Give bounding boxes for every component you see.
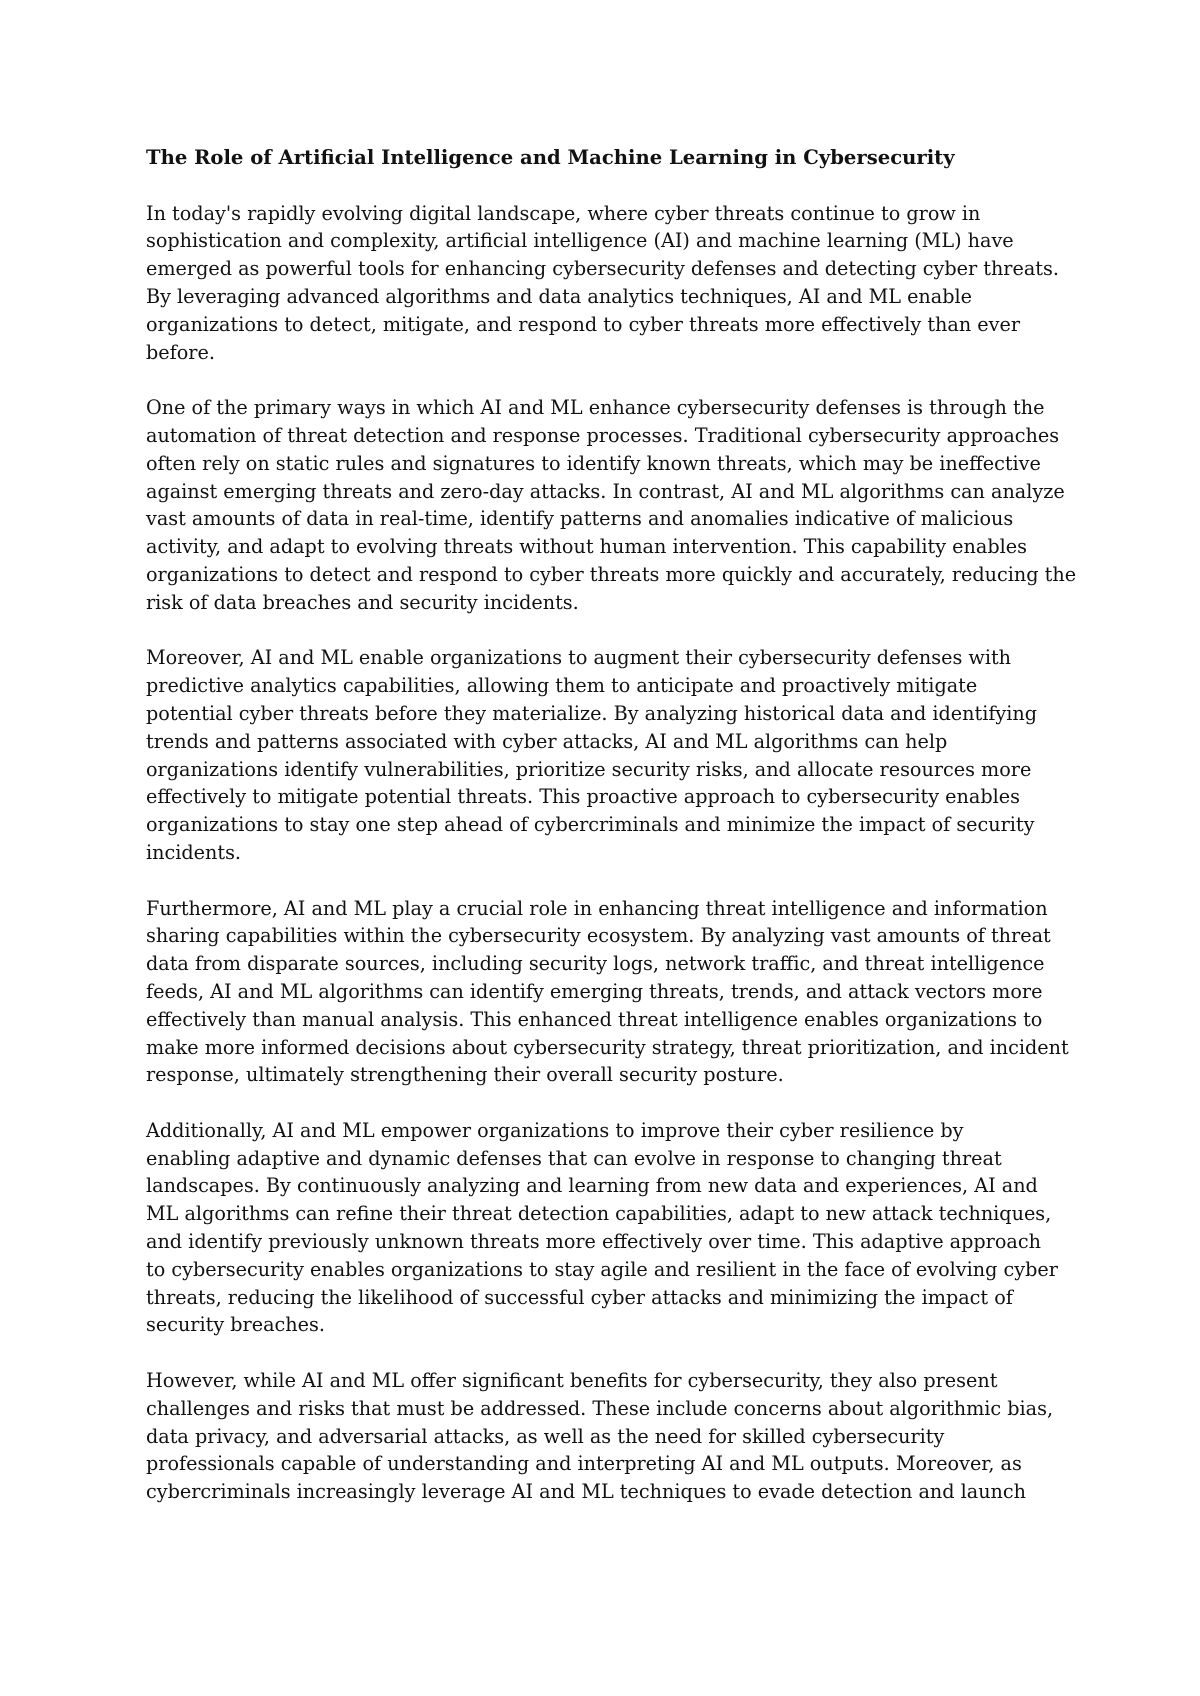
paragraph-line: trends and patterns associated with cyber attacks, AI and ML algorithms can help [146,729,948,753]
paragraph-1 [146,200,1076,367]
paragraph-5 [146,1117,1076,1339]
paragraph-line: emerged as powerful tools for enhancing cybersecurity defenses and detecting cyber threats. [146,257,1059,281]
paragraph-line: challenges and risks that must be addressed. These include concerns about algorithmic bias, [146,1396,1054,1420]
paragraph-line: One of the primary ways in which AI and ML enhance cybersecurity defenses is through the [146,396,1045,420]
paragraph-line: feeds, AI and ML algorithms can identify emerging threats, trends, and attack vectors more [146,979,1043,1003]
paragraph-2 [146,394,1076,616]
paragraph-line: effectively to mitigate potential threats. This proactive approach to cybersecurity enables [146,785,1020,809]
paragraph-3 [146,644,1076,866]
paragraph-line: However, while AI and ML offer significant benefits for cybersecurity, they also present [146,1369,998,1393]
paragraph-line: risk of data breaches and security incidents. [146,590,579,614]
paragraph-line: organizations to detect and respond to cyber threats more quickly and accurately, reducing the [146,562,1077,586]
paragraph-line: vast amounts of data in real-time, identify patterns and anomalies indicative of malicious [146,507,1014,531]
document-body [146,144,1076,1534]
paragraph-line: organizations to stay one step ahead of cybercriminals and minimize the impact of security [146,813,1035,837]
paragraph-line: potential cyber threats before they materialize. By analyzing historical data and identifying [146,701,1038,725]
paragraph-line: and identify previously unknown threats more effectively over time. This adaptive approach [146,1230,1041,1254]
paragraph-line: before. [146,340,215,364]
paragraph-line: ML algorithms can refine their threat detection capabilities, adapt to new attack techniques, [146,1202,1052,1226]
paragraph-line: to cybersecurity enables organizations to stay agile and resilient in the face of evolving cyber [146,1257,1058,1281]
paragraph-line: make more informed decisions about cybersecurity strategy, threat prioritization, and incident [146,1035,1069,1059]
paragraph-line: Furthermore, AI and ML play a crucial role in enhancing threat intelligence and information [146,896,1048,920]
paragraph-line: Additionally, AI and ML empower organizations to improve their cyber resilience by [146,1118,964,1142]
paragraph-line: predictive analytics capabilities, allowing them to anticipate and proactively mitigate [146,674,978,698]
paragraph-line: cybercriminals increasingly leverage AI and ML techniques to evade detection and launch [146,1480,1027,1504]
paragraph-line: sharing capabilities within the cybersecurity ecosystem. By analyzing vast amounts of threat [146,924,1051,948]
paragraph-line: threats, reducing the likelihood of successful cyber attacks and minimizing the impact of [146,1285,1013,1309]
paragraph-line: activity, and adapt to evolving threats without human intervention. This capability enables [146,535,1027,559]
paragraph-line: Moreover, AI and ML enable organizations to augment their cybersecurity defenses with [146,646,1012,670]
paragraph-line: sophistication and complexity, artificial intelligence (AI) and machine learning (ML) have [146,229,1014,253]
paragraph-line: response, ultimately strengthening their overall security posture. [146,1063,784,1087]
paragraph-line: data from disparate sources, including security logs, network traffic, and threat intelligence [146,952,1045,976]
paragraph-line: enabling adaptive and dynamic defenses that can evolve in response to changing threat [146,1146,1002,1170]
paragraph-line: organizations to detect, mitigate, and respond to cyber threats more effectively than ever [146,312,1021,336]
paragraph-4 [146,895,1076,1090]
paragraph-line: organizations identify vulnerabilities, prioritize security risks, and allocate resources more [146,757,1032,781]
paragraph-line: automation of threat detection and response processes. Traditional cybersecurity approaches [146,423,1060,447]
paragraph-line: In today's rapidly evolving digital landscape, where cyber threats continue to grow in [146,201,981,225]
paragraph-line: By leveraging advanced algorithms and data analytics techniques, AI and ML enable [146,284,972,308]
paragraph-6 [146,1367,1076,1506]
paragraph-line: security breaches. [146,1313,325,1337]
paragraph-line: often rely on static rules and signatures to identify known threats, which may be ineffective [146,451,1041,475]
paragraph-line: data privacy, and adversarial attacks, as well as the need for skilled cybersecurity [146,1424,945,1448]
paragraph-line: incidents. [146,840,242,864]
paragraph-line: effectively than manual analysis. This enhanced threat intelligence enables organizations to [146,1007,1043,1031]
document-title: The Role of Artificial Intelligence and Machine Learning in Cybersecurity [146,146,955,169]
paragraph-line: against emerging threats and zero-day attacks. In contrast, AI and ML algorithms can analyze [146,479,1065,503]
paragraph-line: landscapes. By continuously analyzing and learning from new data and experiences, AI and [146,1174,1038,1198]
paragraph-line: professionals capable of understanding and interpreting AI and ML outputs. Moreover, as [146,1452,1022,1476]
